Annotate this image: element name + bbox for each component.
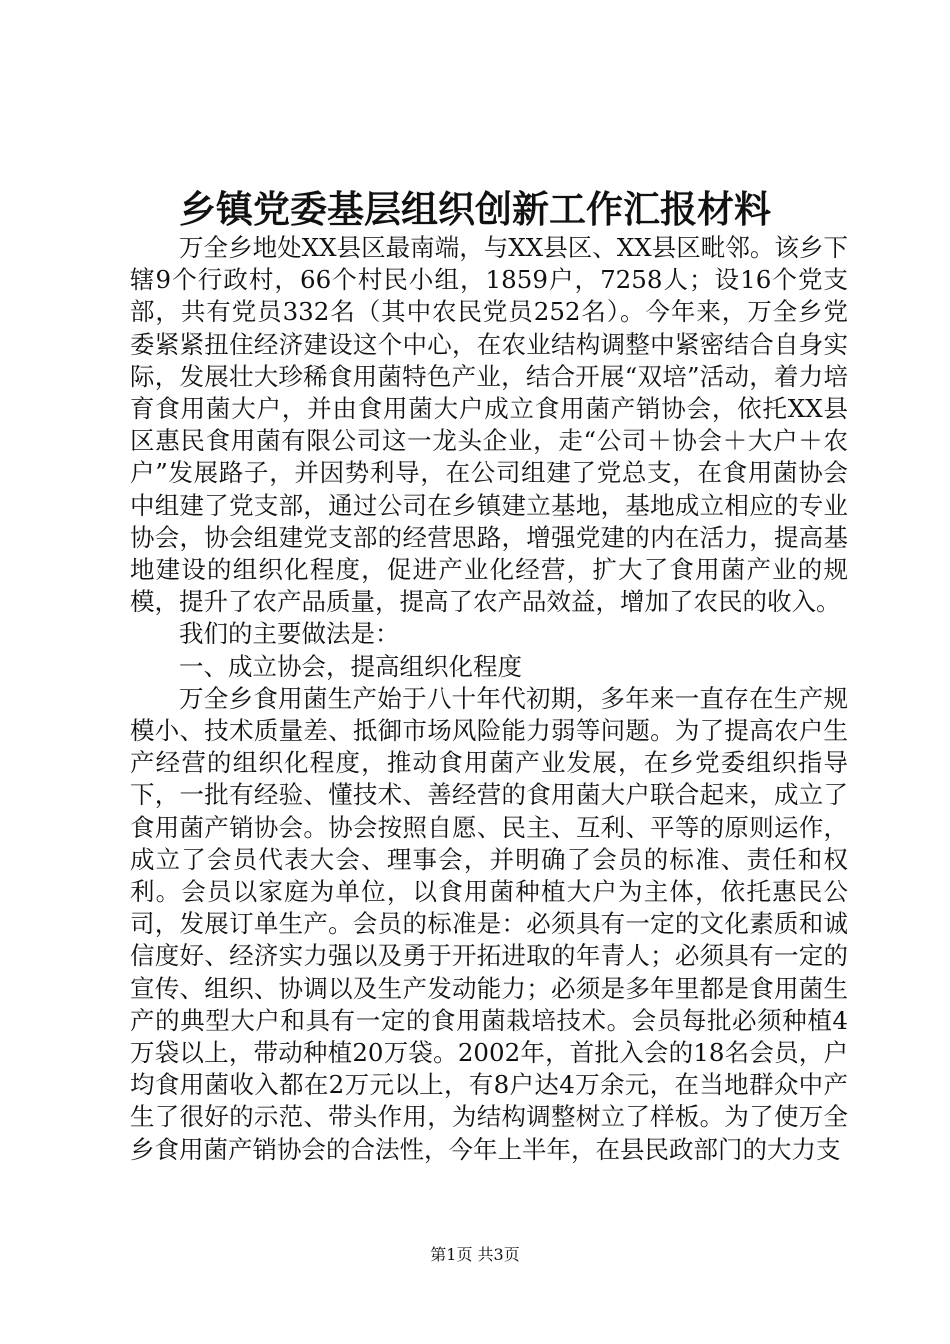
paragraph-intro: 万全乡地处XX县区最南端，与XX县区、XX县区毗邻。该乡下辖9个行政村，66个村民小组，1859户，7258人；设16个党支部，共有党员332名（其中农民党员252名）。今年来，万全乡党委紧紧扭住经济建设这个中心，在农业结构调整中紧密结合自身实际，发展壮大珍稀食用菌特色产业，结合开展“双培”活动，着力培育食用菌大户，并由食用菌大户成立食用菌产销协会，依托XX县区惠民食用菌有限公司这一龙头企业，走“公司＋协会＋大户＋农户”发展路子，并因势利导，在公司组建了党总支，在食用菌协会中组建了党支部，通过公司在乡镇建立基地，基地成立相应的专业协会，协会组建党支部的经营思路，增强党建的内在活力，提高基地建设的组织化程度，促进产业化经营，扩大了食用菌产业的规模，提升了农产品质量，提高了农产品效益，增加了农民的收入。 [130,233,848,617]
paragraph-main-methods: 我们的主要做法是： [179,619,400,649]
document-body [130,232,848,1166]
page-footer: 第1页 共3页 [430,1245,520,1264]
document-title: 乡镇党委基层组织创新工作汇报材料 [179,187,771,231]
paragraph-section-1: 万全乡食用菌生产始于八十年代初期，多年来一直存在生产规模小、技术质量差、抵御市场风险能力弱等问题。为了提高农户生产经营的组织化程度，推动食用菌产业发展，在乡党委组织指导下，一批有经验、懂技术、善经营的食用菌大户联合起来，成立了食用菌产销协会。协会按照自愿、民主、互利、平等的原则运作，成立了会员代表大会、理事会，并明确了会员的标准、责任和权利。会员以家庭为单位，以食用菌种植大户为主体，依托惠民公司，发展订单生产。会员的标准是：必须具有一定的文化素质和诚信度好、经济实力强以及勇于开拓进取的年青人；必须具有一定的宣传、组织、协调以及生产发动能力；必须是多年里都是食用菌生产的典型大户和具有一定的食用菌栽培技术。会员每批必须种植4万袋以上，带动种植20万袋。2002年，首批入会的18名会员，户均食用菌收入都在2万元以上，有8户达4万余元，在当地群众中产生了很好的示范、带头作用，为结构调整树立了样板。为了使万全乡食用菌产销协会的合法性，今年上半年，在县民政部门的大力支 [130,683,848,1164]
section-heading-1: 一、成立协会，提高组织化程度 [179,651,522,681]
